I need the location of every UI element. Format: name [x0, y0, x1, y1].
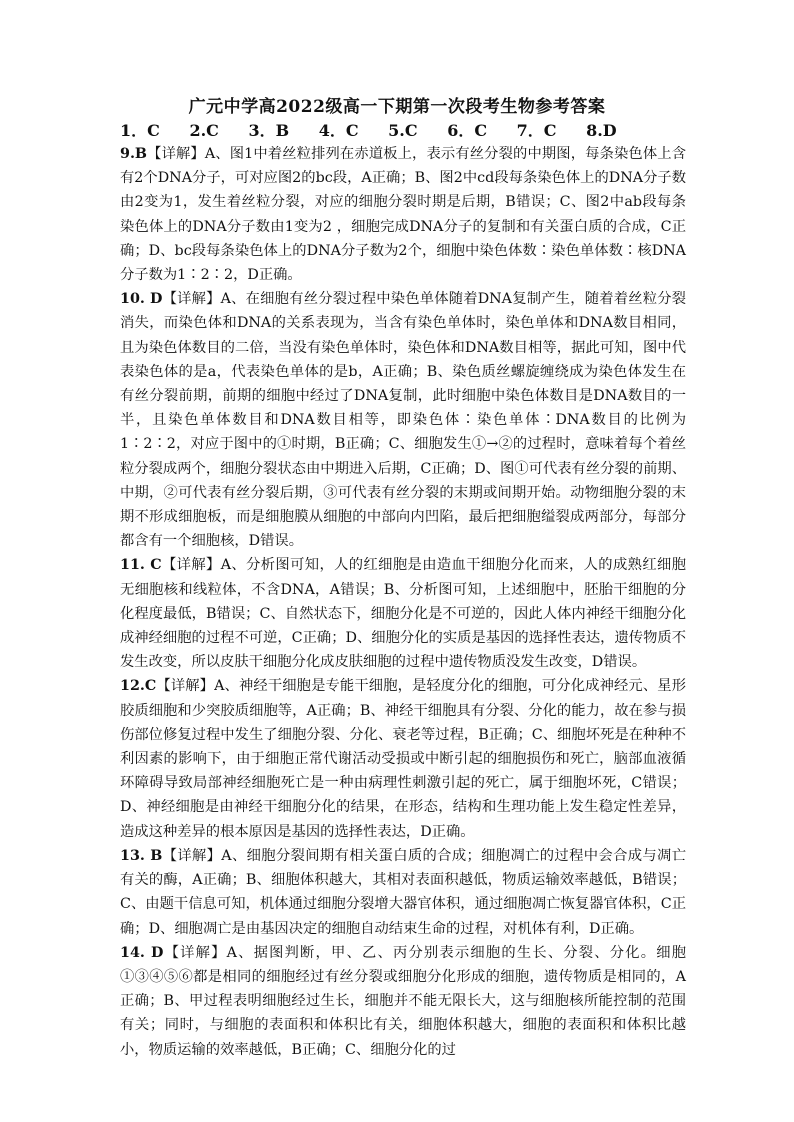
- answer-8: 8.D: [586, 121, 617, 140]
- explanation-12: [120, 674, 686, 843]
- question-number: 12.C: [120, 678, 157, 695]
- question-number: 13. B: [120, 847, 163, 864]
- explanation-text: 【详解】A、分析图可知，人的红细胞是由造血干细胞分化而来，人的成熟红细胞无细胞核和线粒体，不含DNA，A错误；B、分析图可知，上述细胞中，胚胎干细胞的分化程度最低，B错误；C、自然状态下，细胞分化是不可逆的，因此人体内神经干细胞分化成神经细胞的过程不可逆，C正确；D、细胞分化的实质是基因的选择性表达，遗传物质不发生改变，所以皮肤干细胞分化成皮肤细胞的过程中遗传物质没发生改变，D错误。: [120, 557, 686, 671]
- answer-5: 5.C: [388, 121, 418, 140]
- explanation-9: [120, 142, 686, 287]
- answer-1: 1．C: [120, 121, 160, 140]
- page-title: 广元中学高2022级高一下期第一次段考生物参考答案: [188, 97, 606, 117]
- answer-7: 7．C: [516, 121, 557, 140]
- answer-4: 4．C: [318, 121, 359, 140]
- explanations: [120, 142, 686, 1062]
- question-number: 14. D: [120, 944, 164, 961]
- explanation-13: [120, 844, 686, 941]
- explanation-text: 【详解】A、神经干细胞是专能干细胞，是轻度分化的细胞，可分化成神经元、星形胶质细胞和少突胶质细胞等，A正确；B、神经干细胞具有分裂、分化的能力，故在参与损伤部位修复过程中发生了细胞分裂、分化、衰老等过程，B正确；C、细胞坏死是在种种不利因素的影响下，由于细胞正常代谢活动受损或中断引起的细胞损伤和死亡，脑部血液循环障碍导致局部神经细胞死亡是一种由病理性刺激引起的死亡，属于细胞坏死，C错误；D、神经细胞是由神经干细胞分化的结果，在形态，结构和生理功能上发生稳定性差异，造成这种差异的根本原因是基因的选择性表达，D正确。: [120, 678, 686, 840]
- question-number: 11. C: [120, 557, 162, 574]
- answer-3: 3．B: [248, 121, 290, 140]
- explanation-text: 【详解】A、图1中着丝粒排列在赤道板上，表示有丝分裂的中期图，每条染色体上含有2个DNA分子，可对应图2的bc段，A正确；B、图2中cd段每条染色体上的DNA分子数由2变为1，发生着丝粒分裂，对应的细胞分裂时期是后期，B错误；C、图2中ab段每条染色体上的DNA分子数由1变为2 ，细胞完成DNA分子的复制和有关蛋白质的合成，C正确；D、bc段每条染色体上的DNA分子数为2个，细胞中染色体数∶染色单体数∶核DNA分子数为1∶2∶2，D正确。: [120, 146, 686, 284]
- answer-6: 6．C: [447, 121, 488, 140]
- explanation-text: 【详解】A、细胞分裂间期有相关蛋白质的合成；细胞凋亡的过程中会合成与凋亡有关的酶，A正确；B、细胞体积越大，其相对表面积越低，物质运输效率越低，B错误；C、由题干信息可知，机体通过细胞分裂增大器官体积，通过细胞凋亡恢复器官体积，C正确；D、细胞凋亡是由基因决定的细胞自动结束生命的过程，对机体有利，D正确。: [120, 847, 686, 937]
- question-number: 10. D: [120, 291, 163, 308]
- answer-2: 2.C: [189, 121, 219, 140]
- explanation-text: 【详解】A、在细胞有丝分裂过程中染色单体随着DNA复制产生，随着着丝粒分裂消失，而染色体和DNA的关系表现为，当含有染色单体时，染色单体和DNA数目相同，且为染色体数目的二倍，当没有染色单体时，染色体和DNA数目相等，据此可知，图中代表染色体的是a，代表染色单体的是b，A正确；B、染色质丝螺旋缠绕成为染色体发生在有丝分裂前期，前期的细胞中经过了DNA复制，此时细胞中染色体数目是DNA数目的一半，且染色单体数目和DNA数目相等，即染色体∶染色单体∶DNA数目的比例为1∶2∶2，对应于图中的①时期，B正确；C、细胞发生①→②的过程时，意味着每个着丝粒分裂成两个，细胞分裂状态由中期进入后期，C正确；D、图①可代表有丝分裂的前期、中期，②可代表有丝分裂后期，③可代表有丝分裂的末期或间期开始。动物细胞分裂的末期不形成细胞板，而是细胞膜从细胞的中部向内凹陷，最后把细胞缢裂成两部分，每部分都含有一个细胞核，D错误。: [120, 291, 686, 550]
- question-number: 9.B: [120, 146, 148, 162]
- explanation-text: 【详解】A、据图判断，甲、乙、丙分别表示细胞的生长、分裂、分化。细胞①③④⑤⑥都是相同的细胞经过有丝分裂或细胞分化形成的细胞，遗传物质是相同的，A正确；B、甲过程表明细胞经过生长，细胞并不能无限长大，这与细胞核所能控制的范围有关；同时，与细胞的表面积和体积比有关，细胞体积越大，细胞的表面积和体积比越小，物质运输的效率越低，B正确；C、细胞分化的过: [120, 944, 687, 1058]
- explanation-10: [120, 287, 686, 553]
- explanation-11: [120, 553, 686, 674]
- explanation-14: [120, 941, 686, 1062]
- answer-key-row: [120, 118, 720, 141]
